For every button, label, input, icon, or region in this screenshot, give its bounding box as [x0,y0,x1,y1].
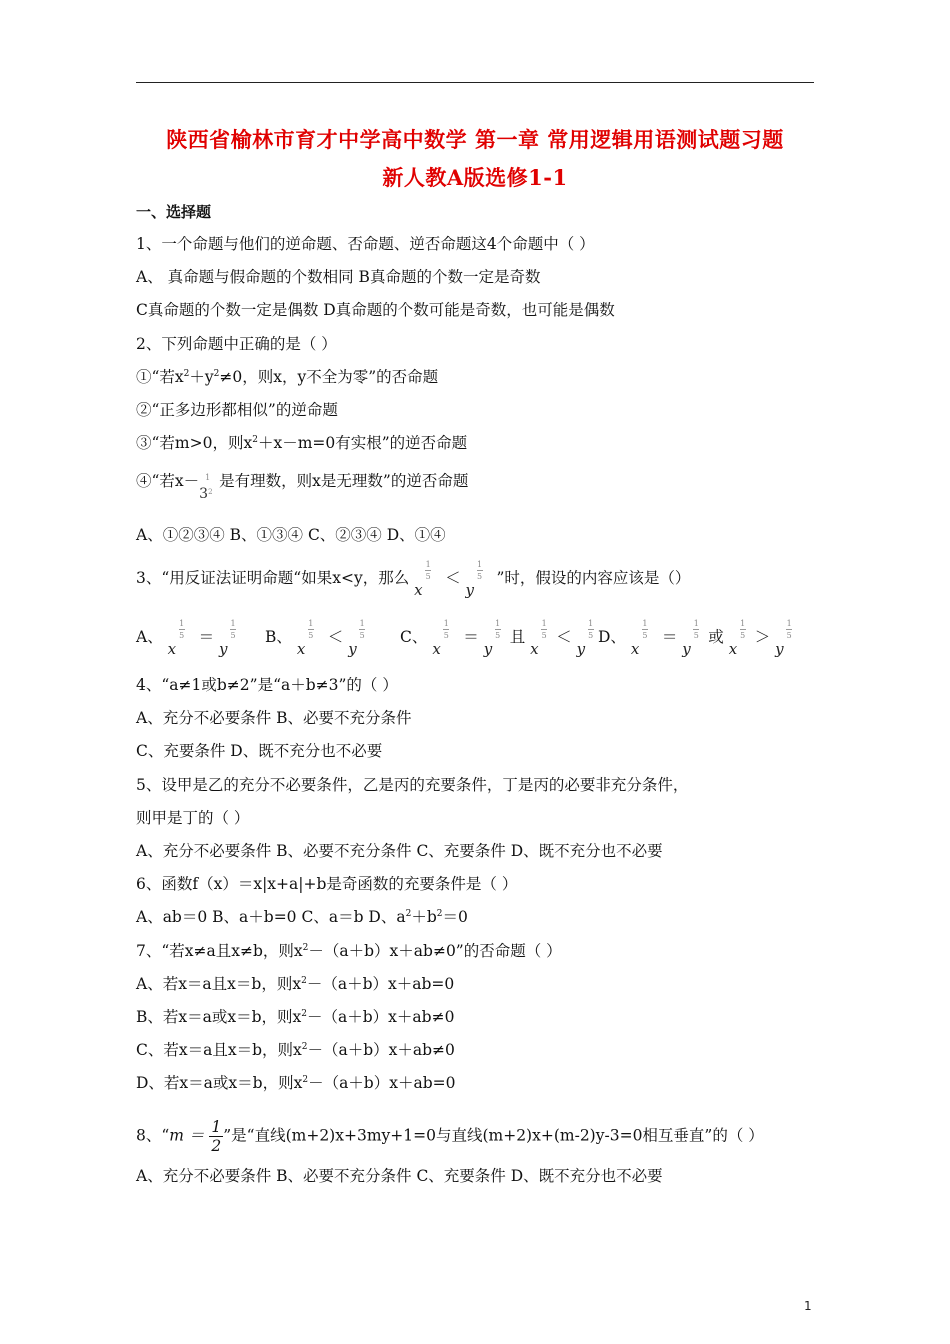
q7-option-c: C、若x＝a且x＝b，则$x^2-(a+b)x+ab\ne 0$ [136,1041,455,1059]
q2-options: A、①②③④ B、①③④ C、②③④ D、①④ [136,526,446,544]
q2-power-expr: 1 3 2 [199,473,213,502]
q2-statement-3: ③“若m>0，则$x^2+x-m=0$有实根”的逆否命题 [136,434,468,452]
q3-option-b: B、 x 1 5 ＜ y 1 5 [265,619,365,658]
doc-title-line2: 新人教A版选修1-1 [382,165,568,190]
q7-option-d: D、若x＝a或x＝b，则$x^2-(a+b)x+ab=0$ [136,1074,456,1092]
q1-options-ab: A、 真命题与假命题的个数相同 B真命题的个数一定是奇数 [136,268,541,286]
q3-x-power: x 1 5 [414,560,431,599]
q2-statement-1: ①“若$x^2+y^2\ne 0$，则x，y不全为零”的否命题 [136,368,439,386]
q5-stem-1: 5、设甲是乙的充分不必要条件，乙是丙的充要条件，丁是丙的必要非充分条件， [136,776,689,794]
q7-option-b: B、若x＝a或x＝b，则$x^2-(a+b)x+ab\ne 0$ [136,1008,455,1026]
q5-options: A、充分不必要条件 B、必要不充分条件 C、充要条件 D、既不充分也不必要 [136,842,663,860]
q2-stem: 2、下列命题中正确的是（ ） [136,335,337,353]
q3-option-a: A、 x 1 5 ＝ y 1 5 [136,619,236,658]
q2-statement-4: ④“若x－ 1 3 2 是有理数，则x是无理数”的逆否命题 [136,472,469,502]
header-rule [136,82,814,83]
q3-option-c: C、 x 1 5 ＝ y 1 5 且 x 1 5 ＜ y 1 5 [400,619,594,658]
q6-options: A、ab＝0 B、a＋b=0 C、a＝b D、$a^2+b^2=0$ [136,908,468,926]
q4-options-cd: C、充要条件 D、既不充分也不必要 [136,742,383,760]
q8-options: A、充分不必要条件 B、必要不充分条件 C、充要条件 D、既不充分也不必要 [136,1167,663,1185]
q3-stem: 3、“用反证法证明命题“如果x<y，那么 x 1 5 ＜ y 1 5 ”时，假设的内容应该是（） [136,560,691,599]
doc-title-line1: 陕西省榆林市育才中学高中数学 第一章 常用逻辑用语测试题习题 [166,127,784,152]
q4-options-ab: A、充分不必要条件 B、必要不充分条件 [136,709,412,727]
q1-options-cd: C真命题的个数一定是偶数 D真命题的个数可能是奇数，也可能是偶数 [136,301,615,319]
page-number: 1 [804,1299,812,1313]
q2-statement-2: ②“正多边形都相似”的逆命题 [136,401,338,419]
section-heading: 一、选择题 [136,203,212,221]
q7-option-a: A、若x＝a且x＝b，则$x^2-(a+b)x+ab=0$ [136,975,455,993]
q8-fraction: $\frac{1}{2}$ [211,1118,222,1155]
q7-stem: 7、“若x≠a且x≠b，则$x^2-(a+b)x+ab\ne 0$”的否命题（ ） [136,942,562,960]
q1-stem: 1、一个命题与他们的逆命题、否命题、逆否命题这4个命题中（ ） [136,235,595,253]
q4-stem: 4、“a≠1或b≠2”是“a＋b≠3”的（ ） [136,676,398,694]
q5-stem-2: 则甲是丁的（ ） [136,809,250,827]
q3-option-d: D、 x 1 5 ＝ y 1 5 或 x 1 5 ＞ y 1 5 [598,619,792,658]
q8-stem: 8、“m ＝ $\frac{1}{2}$ ”是“直线(m+2)x+3my+1=0与直线(m+2)x+(m-2)y-3=0相互垂直”的（ ） [136,1118,764,1155]
q6-stem: 6、函数f（x）＝x|x+a|+b是奇函数的充要条件是（ ） [136,875,518,893]
q3-y-power: y 1 5 [465,560,483,599]
